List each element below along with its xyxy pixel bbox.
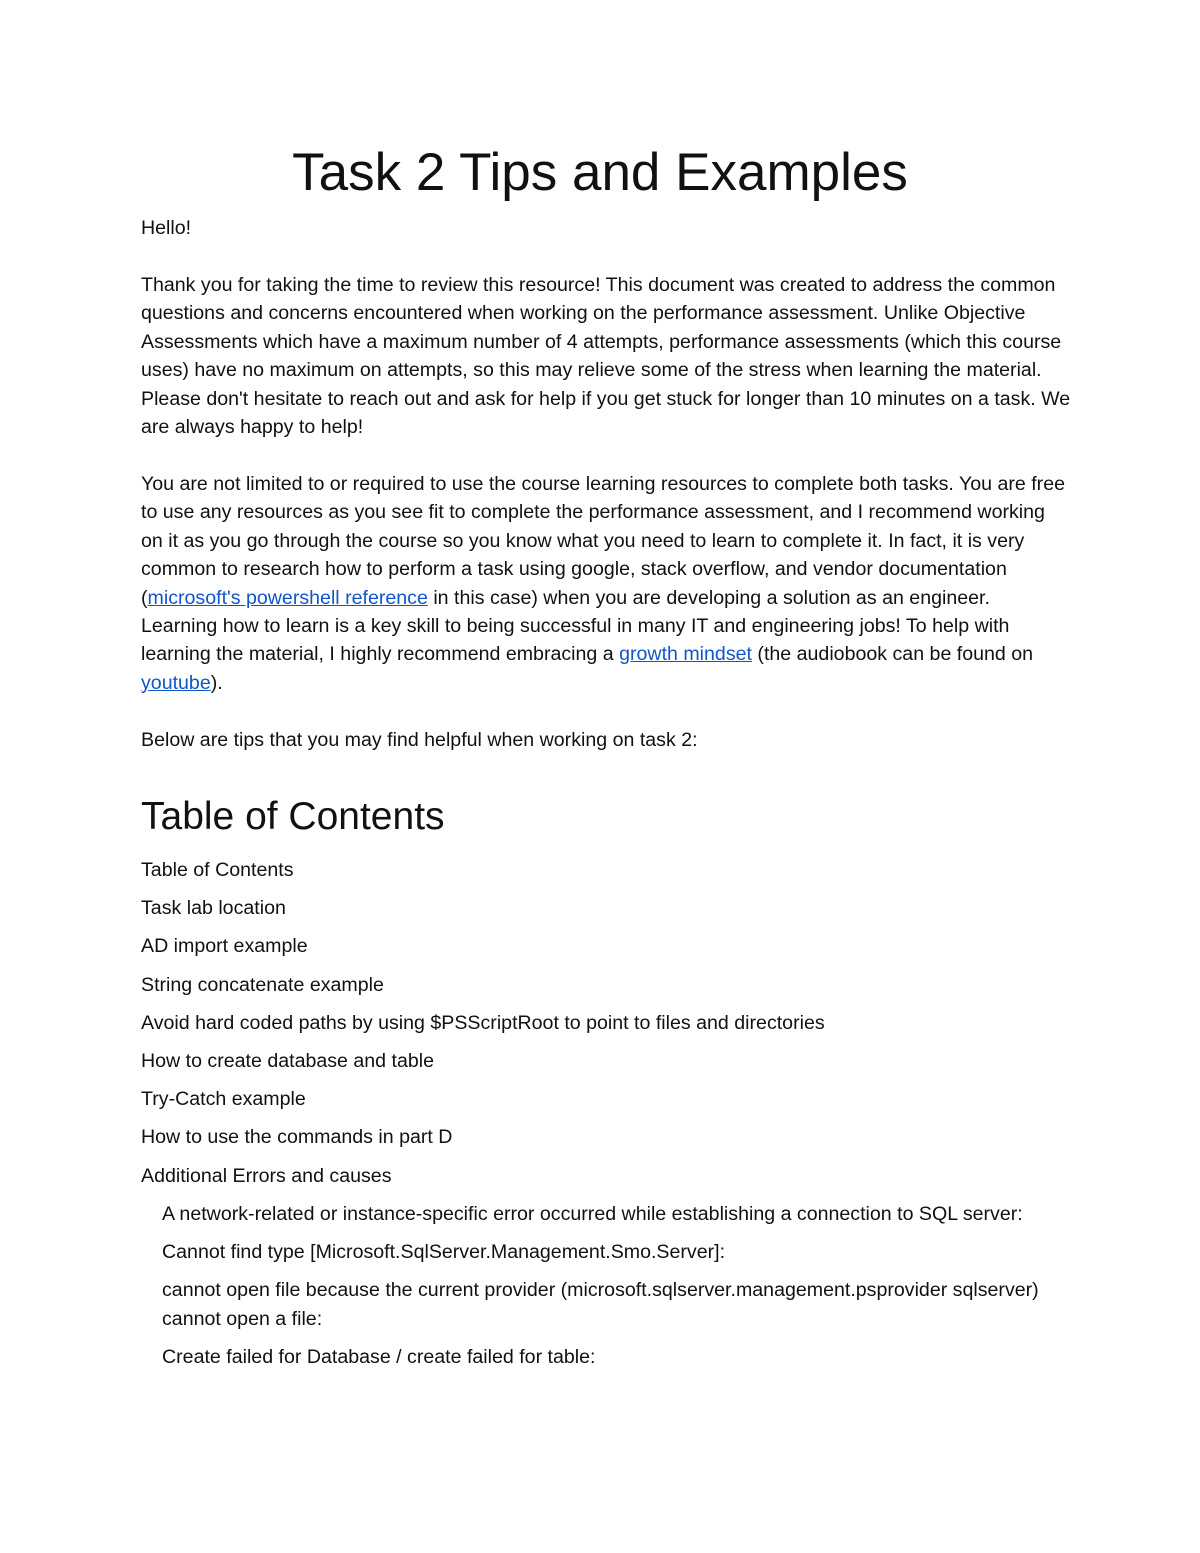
toc-item-task-lab-location[interactable]: Task lab location — [141, 897, 286, 920]
resources-text-part1: You are not limited to or required to use the course learning resources to complete both tasks. You are free to use any resources as you see fit to complete the performance assessment, and I recommend working on it as you go through the course so you know what you need to learn to complete it. In fact, it is very common to research how to perform a task using google, stack overflow, and vendor documentation ( — [141, 473, 1065, 609]
intro-paragraph: Thank you for taking the time to review this resource! This document was created to address the common questions and concerns encountered when working on the performance assessment. Unlike Objective Assessments which have a maximum number of 4 attempts, performance assessments (which this course uses) have no maximum on attempts, so this may relieve some of the stress when learning the material. Please don't hesitate to reach out and ask for help if you get stuck for longer than 10 minutes on a task. We are always happy to help! — [141, 274, 1071, 439]
toc-item-additional-errors[interactable]: Additional Errors and causes — [141, 1164, 392, 1187]
growth-mindset-link[interactable]: growth mindset — [619, 643, 752, 666]
toc-list — [141, 856, 1061, 1381]
toc-subitem-network-error[interactable]: A network-related or instance-specific error occurred while establishing a connection to SQL server: — [162, 1202, 1023, 1225]
greeting-text: Hello! — [141, 217, 192, 239]
tips-intro-paragraph: Below are tips that you may find helpful when working on task 2: — [141, 729, 698, 751]
toc-heading: Table of Contents — [141, 795, 445, 838]
toc-subitem-cannot-open-file[interactable]: cannot open file because the current provider (microsoft.sqlserver.management.psprovider sqlserver) cannot open a file: — [162, 1279, 1039, 1330]
toc-subitem-create-failed[interactable]: Create failed for Database / create failed for table: — [162, 1345, 596, 1368]
resources-text-part3: (the audiobook can be found on — [751, 643, 1034, 666]
resources-text-part2: in this case) when you are developing a solution as an engineer. Learning how to learn is a key skill to being successful in many IT and engineering jobs! To help with learning the material, I highly recommend embracing a — [141, 586, 1010, 666]
youtube-link[interactable]: youtube — [141, 671, 211, 694]
document-title: Task 2 Tips and Examples — [292, 143, 908, 202]
toc-item-create-database-table[interactable]: How to create database and table — [141, 1050, 435, 1073]
toc-item-try-catch-example[interactable]: Try-Catch example — [141, 1088, 306, 1111]
toc-item-ad-import-example[interactable]: AD import example — [141, 935, 308, 958]
toc-item-table-of-contents[interactable]: Table of Contents — [141, 859, 294, 881]
resources-paragraph — [141, 470, 1071, 697]
toc-item-psscriptroot[interactable]: Avoid hard coded paths by using $PSScriptRoot to point to files and directories — [141, 1011, 825, 1034]
toc-subitem-cannot-find-type[interactable]: Cannot find type [Microsoft.SqlServer.Management.Smo.Server]: — [162, 1241, 726, 1264]
toc-item-part-d-commands[interactable]: How to use the commands in part D — [141, 1126, 453, 1149]
toc-item-string-concatenate-example[interactable]: String concatenate example — [141, 973, 384, 996]
resources-text-part4: ). — [210, 671, 223, 694]
powershell-reference-link[interactable]: microsoft's powershell reference — [147, 586, 428, 609]
